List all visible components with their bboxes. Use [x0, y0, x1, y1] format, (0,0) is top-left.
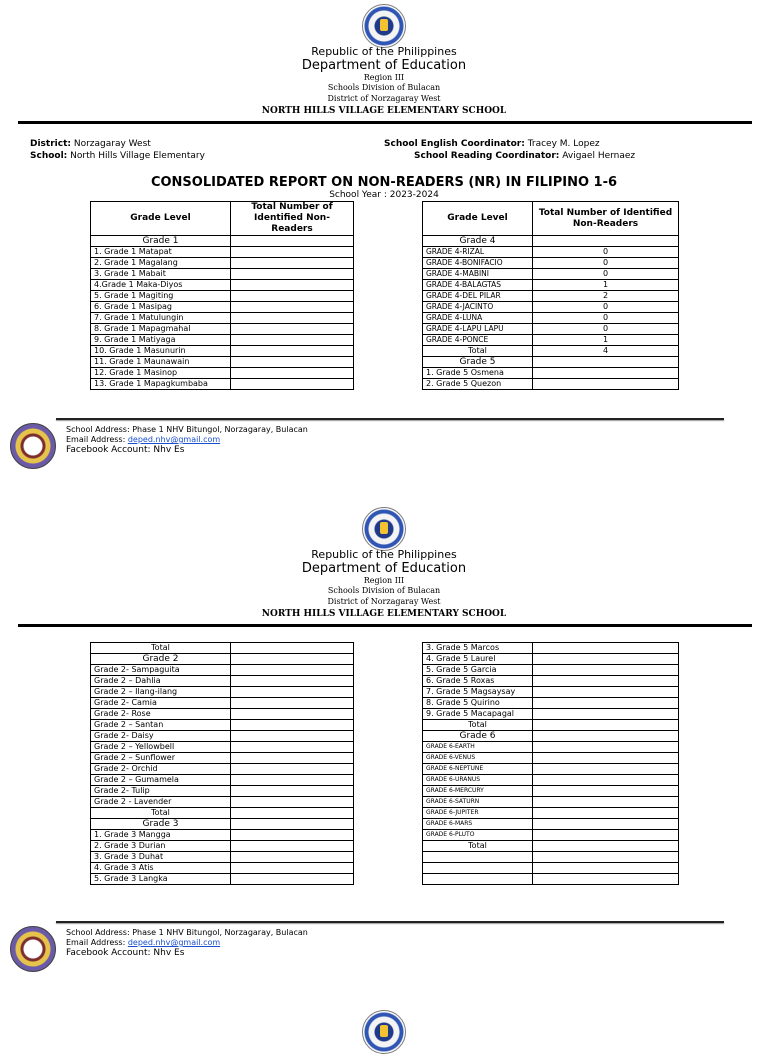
table-row: [91, 742, 354, 753]
row-label: GRADE 4-PONCE: [423, 335, 533, 346]
table-row: [91, 676, 354, 687]
row-value: [231, 863, 354, 874]
row-label: 13. Grade 1 Mapagkumbaba: [91, 379, 231, 390]
row-label: GRADE 4-RIZAL: [423, 247, 533, 258]
row-value: [231, 775, 354, 786]
table-row: [423, 797, 679, 808]
row-label: Grade 2- Camia: [91, 698, 231, 709]
row-label: 1. Grade 1 Matapat: [91, 247, 231, 258]
table-row: [423, 753, 679, 764]
row-label: Grade 2- Rose: [91, 709, 231, 720]
row-label: Grade 2 – Dahlia: [91, 676, 231, 687]
table-row: [91, 698, 354, 709]
row-value: 0: [533, 313, 679, 324]
table-row: [91, 852, 354, 863]
email-link[interactable]: deped.nhv@gmail.com: [127, 938, 221, 947]
row-label: Grade 2- Sampaguita: [91, 665, 231, 676]
table-row: [423, 280, 679, 291]
table-row: [423, 775, 679, 786]
footer-address: School Address: Phase 1 NHV Bitungol, Norzagaray, Bulacan: [66, 425, 308, 434]
footer-divider: [56, 418, 724, 420]
row-label: GRADE 4-JACINTO: [423, 302, 533, 313]
row-label: Grade 2 – Sunflower: [91, 753, 231, 764]
table-row: [91, 786, 354, 797]
header-region: Region III: [363, 576, 405, 585]
grade6-total-label: Total: [423, 841, 533, 852]
table-row: [91, 841, 354, 852]
table-row: [423, 313, 679, 324]
row-label: Grade 2 – Santan: [91, 720, 231, 731]
row-value: [533, 808, 679, 819]
deped-seal-icon: [362, 1010, 406, 1054]
row-value: [231, 324, 354, 335]
row-value: [231, 841, 354, 852]
grade2-grade3-table: [90, 642, 354, 885]
row-value: [231, 357, 354, 368]
school-logo-icon: [10, 926, 56, 972]
table-row: [423, 291, 679, 302]
table-row: [423, 808, 679, 819]
row-value: [533, 665, 679, 676]
table-row: [91, 874, 354, 885]
row-value: [533, 379, 679, 390]
table-row: [423, 698, 679, 709]
table-row: [423, 654, 679, 665]
row-label: GRADE 4-LAPU LAPU: [423, 324, 533, 335]
row-value: [231, 709, 354, 720]
grade4-total-value: 4: [533, 346, 679, 357]
table-row: [91, 269, 354, 280]
grade3-heading: Grade 3: [91, 819, 231, 830]
row-label: 2. Grade 5 Quezon: [423, 379, 533, 390]
header-school: NORTH HILLS VILLAGE ELEMENTARY SCHOOL: [261, 106, 507, 116]
header-division: Schools Division of Bulacan: [327, 83, 441, 92]
grade2-heading: Grade 2: [91, 654, 231, 665]
row-label: GRADE 6-NEPTUNE: [423, 764, 533, 775]
row-value: [231, 368, 354, 379]
row-value: [533, 775, 679, 786]
row-value: 2: [533, 291, 679, 302]
row-value: [231, 258, 354, 269]
row-value: [231, 313, 354, 324]
row-label: 1. Grade 5 Osmena: [423, 368, 533, 379]
row-label: GRADE 6-MERCURY: [423, 786, 533, 797]
grade-level-header: Grade Level: [91, 202, 231, 236]
row-value: [533, 797, 679, 808]
row-value: [231, 786, 354, 797]
row-value: 0: [533, 302, 679, 313]
row-label: GRADE 4-MABINI: [423, 269, 533, 280]
row-value: [231, 797, 354, 808]
table-row: [91, 379, 354, 390]
row-value: [533, 643, 679, 654]
row-value: [231, 764, 354, 775]
row-label: 5. Grade 5 Garcia: [423, 665, 533, 676]
row-value: [231, 302, 354, 313]
grade5-total-label: Total: [423, 720, 533, 731]
school-info: School: North Hills Village Elementary: [30, 151, 205, 161]
row-label: Grade 2 - Lavender: [91, 797, 231, 808]
table-row: [91, 313, 354, 324]
table-row: [91, 863, 354, 874]
table-row: [423, 709, 679, 720]
row-value: [533, 764, 679, 775]
row-label: Grade 2- Tulip: [91, 786, 231, 797]
table-row: [91, 247, 354, 258]
row-value: [533, 368, 679, 379]
row-label: 3. Grade 3 Duhat: [91, 852, 231, 863]
row-label: 8. Grade 1 Mapagmahal: [91, 324, 231, 335]
table-row: [91, 302, 354, 313]
row-label: 2. Grade 1 Magalang: [91, 258, 231, 269]
report-title: CONSOLIDATED REPORT ON NON-READERS (NR) IN FILIPINO 1-6: [150, 175, 618, 190]
row-value: [533, 654, 679, 665]
grade2-total-label: Total: [91, 808, 231, 819]
total-header: Total Number of Identified Non-Readers: [231, 202, 354, 236]
table-row: [91, 720, 354, 731]
row-label: 7. Grade 1 Matulungin: [91, 313, 231, 324]
table-row: [91, 731, 354, 742]
row-label: GRADE 4-BALAGTAS: [423, 280, 533, 291]
table-row: [91, 709, 354, 720]
row-value: 0: [533, 258, 679, 269]
grade4-table: [422, 201, 679, 390]
row-label: GRADE 4-BONIFACIO: [423, 258, 533, 269]
row-label: 1. Grade 3 Mangga: [91, 830, 231, 841]
row-value: [231, 698, 354, 709]
row-value: [231, 346, 354, 357]
row-label: 9. Grade 5 Macapagal: [423, 709, 533, 720]
header-republic: Republic of the Philippines: [311, 548, 457, 561]
row-label: 2. Grade 3 Durian: [91, 841, 231, 852]
footer-contact: [66, 425, 308, 455]
table-row: [91, 764, 354, 775]
table-row: [423, 258, 679, 269]
table-row: [91, 324, 354, 335]
table-row: [423, 324, 679, 335]
total-header-right: Total Number of Identified Non-Readers: [533, 202, 679, 236]
row-value: [231, 742, 354, 753]
header-divider: [18, 624, 752, 627]
table-row: [91, 665, 354, 676]
table-row: [91, 687, 354, 698]
table-row: [91, 357, 354, 368]
table-row: [423, 302, 679, 313]
header-department: Department of Education: [301, 58, 467, 73]
row-label: 7. Grade 5 Magsaysay: [423, 687, 533, 698]
table-row: [423, 819, 679, 830]
row-value: [231, 291, 354, 302]
grade4-heading: Grade 4: [423, 236, 533, 247]
row-label: Grade 2 – Ilang-ilang: [91, 687, 231, 698]
table-row: [423, 643, 679, 654]
row-label: 3. Grade 5 Marcos: [423, 643, 533, 654]
footer-email-line: Email Address: deped.nhv@gmail.com: [66, 435, 221, 444]
row-label: GRADE 4-DEL PILAR: [423, 291, 533, 302]
row-value: [231, 720, 354, 731]
row-value: [533, 676, 679, 687]
row-value: [231, 852, 354, 863]
row-label: 12. Grade 1 Masinop: [91, 368, 231, 379]
row-label: 10. Grade 1 Masunurin: [91, 346, 231, 357]
table-row: [423, 247, 679, 258]
grade1-total-label: Total: [91, 643, 231, 654]
school-logo-icon: [10, 423, 56, 469]
table-row: [423, 379, 679, 390]
header-division: Schools Division of Bulacan: [327, 586, 441, 595]
header-department: Department of Education: [301, 561, 467, 576]
table-row: [91, 797, 354, 808]
row-value: [231, 665, 354, 676]
row-value: [231, 687, 354, 698]
grade4-total-label: Total: [423, 346, 533, 357]
row-label: GRADE 6-MARS: [423, 819, 533, 830]
row-value: [231, 830, 354, 841]
header-school: NORTH HILLS VILLAGE ELEMENTARY SCHOOL: [261, 609, 507, 619]
row-label: Grade 2- Daisy: [91, 731, 231, 742]
table-row: [91, 280, 354, 291]
grade-level-header-right: Grade Level: [423, 202, 533, 236]
table-row: [423, 676, 679, 687]
row-label: GRADE 6-URANUS: [423, 775, 533, 786]
footer-divider: [56, 921, 724, 923]
table-row: [91, 830, 354, 841]
row-label: 9. Grade 1 Matiyaga: [91, 335, 231, 346]
row-label: 4. Grade 5 Laurel: [423, 654, 533, 665]
district-info: District: Norzagaray West: [30, 139, 151, 149]
table-row: [423, 764, 679, 775]
row-value: 1: [533, 280, 679, 291]
table-row: [423, 786, 679, 797]
row-value: 1: [533, 335, 679, 346]
footer-address: School Address: Phase 1 NHV Bitungol, Norzagaray, Bulacan: [66, 928, 308, 937]
row-value: 0: [533, 324, 679, 335]
table-row: [91, 258, 354, 269]
school-year: School Year : 2023-2024: [329, 190, 439, 200]
grade1-table: [90, 201, 354, 390]
grade5-grade6-table: [422, 642, 679, 885]
deped-seal-icon: [362, 4, 406, 48]
deped-seal-icon: [362, 507, 406, 551]
row-label: GRADE 6-SATURN: [423, 797, 533, 808]
row-label: 5. Grade 1 Magiting: [91, 291, 231, 302]
row-value: [231, 874, 354, 885]
table-row: [91, 346, 354, 357]
row-value: [231, 280, 354, 291]
row-value: 0: [533, 269, 679, 280]
row-value: [533, 830, 679, 841]
row-value: [533, 753, 679, 764]
row-value: [533, 709, 679, 720]
row-label: Grade 2- Orchid: [91, 764, 231, 775]
table-row: [423, 687, 679, 698]
row-value: [533, 819, 679, 830]
row-label: 6. Grade 5 Roxas: [423, 676, 533, 687]
table-row: [423, 665, 679, 676]
english-coordinator-info: School English Coordinator: Tracey M. Lopez: [384, 139, 600, 149]
row-label: Grade 2 – Gumamela: [91, 775, 231, 786]
header-district: District of Norzagaray West: [327, 597, 441, 606]
footer-facebook: Facebook Account: Nhv Es: [66, 445, 185, 455]
row-label: GRADE 6-EARTH: [423, 742, 533, 753]
table-row: [423, 742, 679, 753]
table-row: [91, 775, 354, 786]
row-value: [533, 687, 679, 698]
grade1-heading: Grade 1: [91, 236, 231, 247]
row-value: 0: [533, 247, 679, 258]
row-label: 11. Grade 1 Maunawain: [91, 357, 231, 368]
row-label: 4.Grade 1 Maka-Diyos: [91, 280, 231, 291]
row-value: [231, 676, 354, 687]
row-label: 6. Grade 1 Masipag: [91, 302, 231, 313]
row-label: Grade 2 – Yellowbell: [91, 742, 231, 753]
row-value: [231, 731, 354, 742]
row-value: [231, 753, 354, 764]
row-label: GRADE 6-JUPITER: [423, 808, 533, 819]
footer-contact: [66, 928, 308, 958]
document-page-2: [0, 503, 768, 973]
table-row: [423, 830, 679, 841]
grade5-heading: Grade 5: [423, 357, 533, 368]
email-link[interactable]: deped.nhv@gmail.com: [127, 435, 221, 444]
grade6-heading: Grade 6: [423, 731, 533, 742]
table-row: [91, 335, 354, 346]
row-value: [231, 335, 354, 346]
row-value: [231, 269, 354, 280]
row-value: [231, 247, 354, 258]
row-label: GRADE 6-VENUS: [423, 753, 533, 764]
row-value: [533, 698, 679, 709]
header-district: District of Norzagaray West: [327, 94, 441, 103]
table-row: [91, 368, 354, 379]
row-label: GRADE 6-PLUTO: [423, 830, 533, 841]
row-value: [533, 786, 679, 797]
table-row: [423, 368, 679, 379]
table-row: [423, 335, 679, 346]
footer-email-line: Email Address: deped.nhv@gmail.com: [66, 938, 221, 947]
table-row: [91, 291, 354, 302]
row-label: 8. Grade 5 Quirino: [423, 698, 533, 709]
footer-facebook: Facebook Account: Nhv Es: [66, 948, 185, 958]
document-page-1: [0, 0, 768, 470]
table-row: [91, 753, 354, 764]
row-label: 4. Grade 3 Atis: [91, 863, 231, 874]
header-divider: [18, 121, 752, 124]
row-label: 5. Grade 3 Langka: [91, 874, 231, 885]
header-region: Region III: [363, 73, 405, 82]
reading-coordinator-info: School Reading Coordinator: Avigael Hernaez: [414, 151, 636, 161]
table-row: [423, 269, 679, 280]
row-value: [533, 742, 679, 753]
header-republic: Republic of the Philippines: [311, 45, 457, 58]
row-label: 3. Grade 1 Mabait: [91, 269, 231, 280]
row-value: [231, 379, 354, 390]
row-label: GRADE 4-LUNA: [423, 313, 533, 324]
